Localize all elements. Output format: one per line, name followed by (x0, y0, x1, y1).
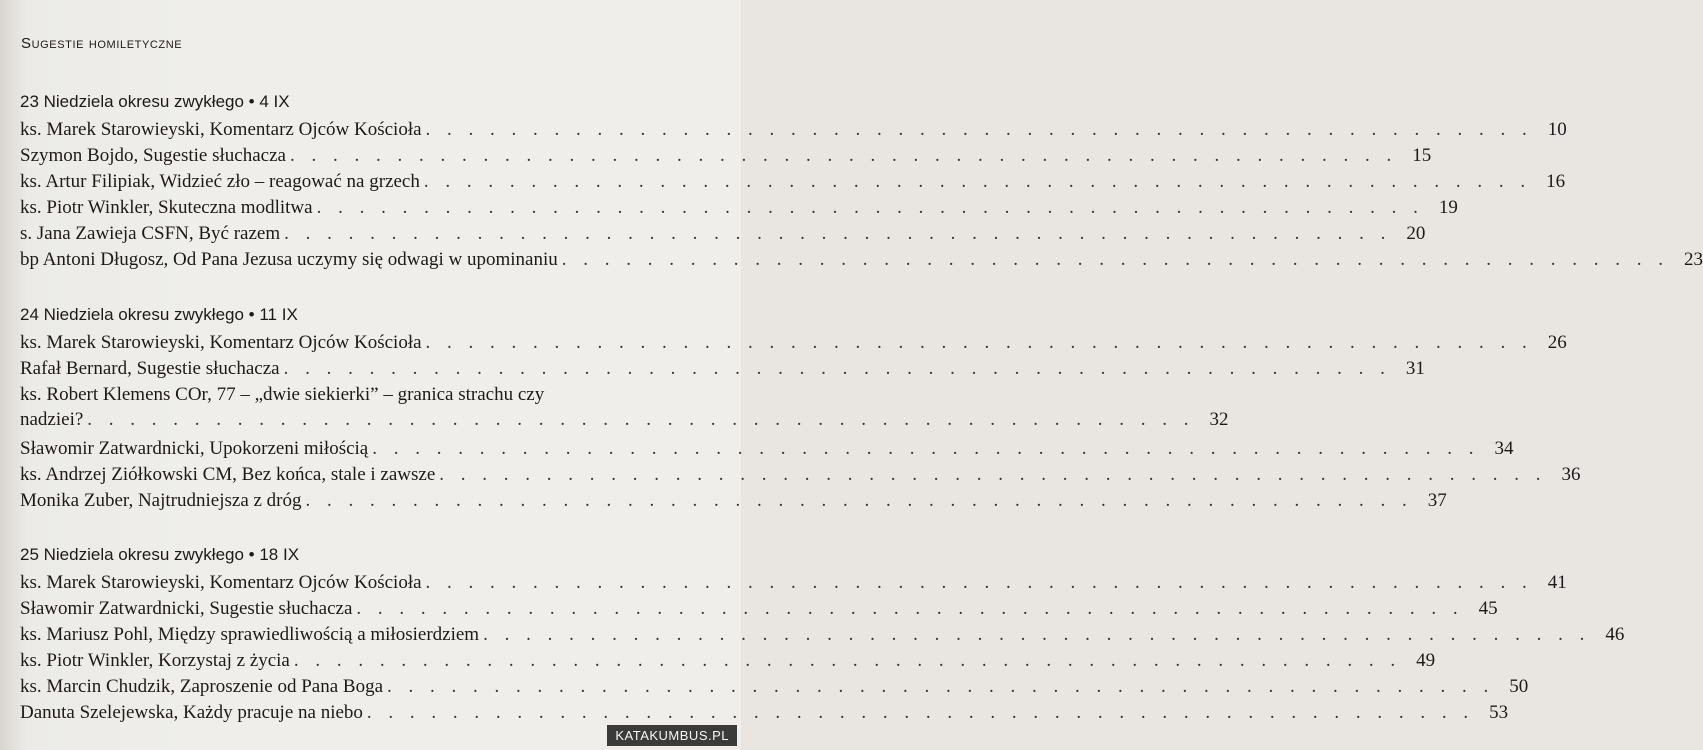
toc-entry (20, 169, 1566, 194)
toc-entry (20, 330, 1567, 355)
dot-leader: . . . . . . . . . . . . . . . . . . . . . . . . . . . . . . . . . . . . . . . . . . . . . . . . . . . . (439, 464, 1547, 485)
dot-leader: . . . . . . . . . . . . . . . . . . . . . . . . . . . . . . . . . . . . . . . . . . . . . . . . . . . . (305, 490, 1413, 511)
entry-text: bp Antoni Długosz, Od Pana Jezusa uczymy się odwagi w upominaniu (20, 249, 558, 270)
dot-leader: . . . . . . . . . . . . . . . . . . . . . . . . . . . . . . . . . . . . . . . . . . . . . . . . . . . . (284, 223, 1392, 244)
entry-text: ks. Marek Starowieyski, Komentarz Ojców Kościoła (20, 119, 422, 140)
dot-leader: . . . . . . . . . . . . . . . . . . . . . . . . . . . . . . . . . . . . . . . . . . . . . . . . . . . . (283, 358, 1391, 379)
dot-leader: . . . . . . . . . . . . . . . . . . . . . . . . . . . . . . . . . . . . . . . . . . . . . . . . . . . . (561, 249, 1669, 270)
page-number: 16 (1546, 171, 1566, 192)
site-watermark: KATAKUMBUS.PL (607, 725, 737, 746)
entry-text: Danuta Szelejewska, Każdy pracuje na niebo (20, 702, 363, 723)
dot-leader: . . . . . . . . . . . . . . . . . . . . . . . . . . . . . . . . . . . . . . . . . . . . . . . . . . . . (372, 438, 1480, 459)
toc-entry (20, 674, 1529, 699)
entry-continuation (20, 407, 1229, 432)
toc-entry (20, 700, 1509, 725)
entry-text-continued: nadziei? (20, 409, 84, 430)
dot-leader: . . . . . . . . . . . . . . . . . . . . . . . . . . . . . . . . . . . . . . . . . . . . . . . . . . . . (366, 702, 1475, 723)
dot-leader: . . . . . . . . . . . . . . . . . . . . . . . . . . . . . . . . . . . . . . . . . . . . . . . . . . . . (425, 119, 1533, 140)
page-number: 32 (1209, 409, 1229, 430)
dot-leader: . . . . . . . . . . . . . . . . . . . . . . . . . . . . . . . . . . . . . . . . . . . . . . . . . . . . (425, 572, 1533, 593)
dot-leader: . . . . . . . . . . . . . . . . . . . . . . . . . . . . . . . . . . . . . . . . . . . . . . . . . . . . (316, 197, 1424, 218)
toc-entry (20, 462, 1581, 487)
toc-entry (20, 622, 1625, 647)
entry-text: Sławomir Zatwardnicki, Sugestie słuchacza (20, 598, 353, 619)
toc-entry (20, 436, 1514, 461)
toc-entry (20, 195, 1458, 220)
entry-text: ks. Mariusz Pohl, Między sprawiedliwością a miłosierdziem (20, 624, 480, 645)
entry-text: ks. Piotr Winkler, Korzystaj z życia (20, 650, 290, 671)
page-number: 23 (1683, 249, 1703, 270)
page-heading: Sugestie homiletyczne (21, 35, 183, 52)
entry-text: s. Jana Zawieja CSFN, Być razem (20, 223, 281, 244)
entry-text: ks. Marcin Chudzik, Zaproszenie od Pana Boga (20, 676, 384, 697)
toc-entry (20, 382, 1229, 434)
dot-leader: . . . . . . . . . . . . . . . . . . . . . . . . . . . . . . . . . . . . . . . . . . . . . . . . . . . . (423, 171, 1532, 192)
dot-leader: . . . . . . . . . . . . . . . . . . . . . . . . . . . . . . . . . . . . . . . . . . . . . . . . . . . . (356, 598, 1464, 619)
toc-entry (20, 117, 1567, 142)
toc-entry (20, 221, 1426, 246)
section-title: 24 Niedziela okresu zwykłego • 11 IX (20, 305, 298, 324)
page-number: 41 (1547, 572, 1567, 593)
section-title: 23 Niedziela okresu zwykłego • 4 IX (20, 92, 290, 111)
toc-entry (20, 247, 1703, 272)
page-number: 53 (1489, 702, 1509, 723)
entry-text: Monika Zuber, Najtrudniejsza z dróg (20, 490, 302, 511)
page-number: 49 (1416, 650, 1436, 671)
entry-text: Sławomir Zatwardnicki, Upokorzeni miłością (20, 438, 369, 459)
page-number: 26 (1547, 332, 1567, 353)
page-number: 46 (1605, 624, 1625, 645)
entry-text: ks. Robert Klemens COr, 77 – „dwie siekierki” – granica strachu czy (20, 384, 545, 405)
dot-leader: . . . . . . . . . . . . . . . . . . . . . . . . . . . . . . . . . . . . . . . . . . . . . . . . . . . . (293, 650, 1402, 671)
page-number: 31 (1405, 358, 1425, 379)
toc-entry (20, 596, 1498, 621)
page-number: 10 (1547, 119, 1567, 140)
page-number: 15 (1412, 145, 1432, 166)
page-number: 36 (1561, 464, 1581, 485)
toc-entry (20, 648, 1436, 673)
toc-entry (20, 356, 1425, 381)
toc-entry (20, 488, 1447, 513)
dot-leader: . . . . . . . . . . . . . . . . . . . . . . . . . . . . . . . . . . . . . . . . . . . . . . . . . . . . (289, 145, 1398, 166)
dot-leader: . . . . . . . . . . . . . . . . . . . . . . . . . . . . . . . . . . . . . . . . . . . . . . . . . . . . (387, 676, 1495, 697)
entry-text: ks. Piotr Winkler, Skuteczna modlitwa (20, 197, 313, 218)
page-number: 19 (1438, 197, 1458, 218)
toc-entry (20, 570, 1567, 595)
page-number: 34 (1494, 438, 1514, 459)
entry-text: ks. Andrzej Ziółkowski CM, Bez końca, stale i zawsze (20, 464, 436, 485)
page-number: 50 (1509, 676, 1529, 697)
dot-leader: . . . . . . . . . . . . . . . . . . . . . . . . . . . . . . . . . . . . . . . . . . . . . . . . . . . . (87, 409, 1195, 430)
toc-entry (20, 143, 1432, 168)
dot-leader: . . . . . . . . . . . . . . . . . . . . . . . . . . . . . . . . . . . . . . . . . . . . . . . . . . . . (483, 624, 1591, 645)
entry-text: ks. Artur Filipiak, Widzieć zło – reagować na grzech (20, 171, 420, 192)
entry-text: ks. Marek Starowieyski, Komentarz Ojców Kościoła (20, 332, 422, 353)
page-number: 20 (1406, 223, 1426, 244)
page-number: 45 (1478, 598, 1498, 619)
page-number: 37 (1427, 490, 1447, 511)
entry-text: ks. Marek Starowieyski, Komentarz Ojców Kościoła (20, 572, 422, 593)
entry-text: Szymon Bojdo, Sugestie słuchacza (20, 145, 286, 166)
dot-leader: . . . . . . . . . . . . . . . . . . . . . . . . . . . . . . . . . . . . . . . . . . . . . . . . . . . . (425, 332, 1533, 353)
entry-text: Rafał Bernard, Sugestie słuchacza (20, 358, 280, 379)
section-title: 25 Niedziela okresu zwykłego • 18 IX (20, 545, 300, 564)
